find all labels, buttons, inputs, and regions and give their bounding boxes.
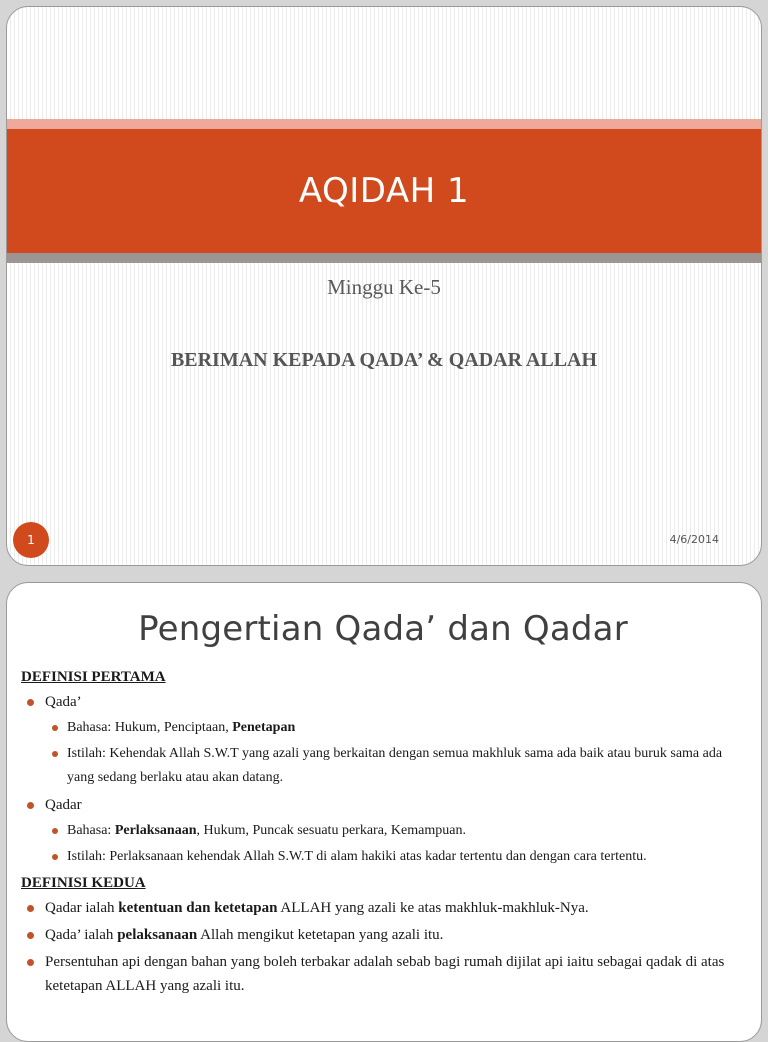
bullet-icon xyxy=(27,802,34,809)
list-item-qadar-definition xyxy=(21,896,745,920)
qadar-sub-list xyxy=(45,819,745,869)
list-item-emphasis: ketentuan dan ketetapan xyxy=(118,900,278,916)
list-item-text: Istilah: Perlaksanaan kehendak Allah S.W.T di alam hakiki atas kadar tertentu dan dengan cara tertentu. xyxy=(67,849,647,864)
definisi-kedua-list xyxy=(21,896,745,998)
bullet-icon xyxy=(52,751,58,757)
bullet-icon xyxy=(27,959,34,966)
list-item-qada-istilah xyxy=(45,742,745,790)
bullet-icon xyxy=(52,725,58,731)
list-item-emphasis: Perlaksanaan xyxy=(114,823,197,838)
list-item-emphasis: pelaksanaan xyxy=(117,927,198,943)
section-heading-definisi-pertama: DEFINISI PERTAMA xyxy=(21,669,166,685)
list-item-qada-bahasa xyxy=(45,716,745,740)
slide-title: AQIDAH 1 xyxy=(298,171,470,211)
list-item-emphasis: Penetapan xyxy=(232,720,296,735)
title-band-bottom-accent xyxy=(7,253,761,263)
list-item-qadar-istilah xyxy=(45,845,745,869)
list-item-text: Qada’ ialah xyxy=(45,927,118,943)
list-item-text: , Hukum, Puncak sesuatu perkara, Kemampuan. xyxy=(196,823,466,838)
list-item-text: ALLAH yang azali ke atas makhluk-makhluk-Nya. xyxy=(277,900,589,916)
slide-topic: BERIMAN KEPADA QADA’ & QADAR ALLAH xyxy=(170,349,598,371)
list-item-qada-definition xyxy=(21,923,745,947)
bullet-icon xyxy=(27,905,34,912)
title-band-top-accent xyxy=(7,119,761,129)
list-item-text: Bahasa: xyxy=(67,823,115,838)
list-item-qadar-bahasa xyxy=(45,819,745,843)
list-item-text: Istilah: Kehendak Allah S.W.T yang azali yang berkaitan dengan semua makhluk sama ada baik atau buruk sama ada yang sedang berlaku atau akan datang. xyxy=(67,746,723,785)
slide-number-badge: 1 xyxy=(13,522,49,558)
list-item-qada xyxy=(21,690,745,790)
bullet-icon xyxy=(27,932,34,939)
slide-subtitle: Minggu Ke-5 xyxy=(327,275,441,299)
list-item-text: Persentuhan api dengan bahan yang boleh terbakar adalah sebab bagi rumah dijilat api iaitu sebagai qadak di atas ketetapan ALLAH yang azali itu. xyxy=(45,954,725,994)
bullet-icon xyxy=(27,699,34,706)
title-band xyxy=(7,129,761,253)
section-heading-definisi-kedua: DEFINISI KEDUA xyxy=(21,875,146,891)
qada-sub-list xyxy=(45,716,745,790)
list-item-text: Qadar ialah xyxy=(45,900,119,916)
content-slide xyxy=(6,582,762,1042)
list-item-text: Bahasa: Hukum, Penciptaan, xyxy=(67,720,233,735)
definisi-pertama-list xyxy=(21,690,745,869)
bullet-icon xyxy=(52,828,58,834)
list-item-example xyxy=(21,950,745,998)
list-item-text: Allah mengikut ketetapan yang azali itu. xyxy=(197,927,444,943)
content-slide-title: Pengertian Qada’ dan Qadar xyxy=(138,609,628,649)
list-item-qadar xyxy=(21,793,745,869)
list-item-label: Qadar xyxy=(45,797,82,813)
list-item-label: Qada’ xyxy=(45,694,82,710)
bullet-icon xyxy=(52,854,58,860)
title-slide xyxy=(6,6,762,566)
slide-date: 4/6/2014 xyxy=(669,533,719,546)
